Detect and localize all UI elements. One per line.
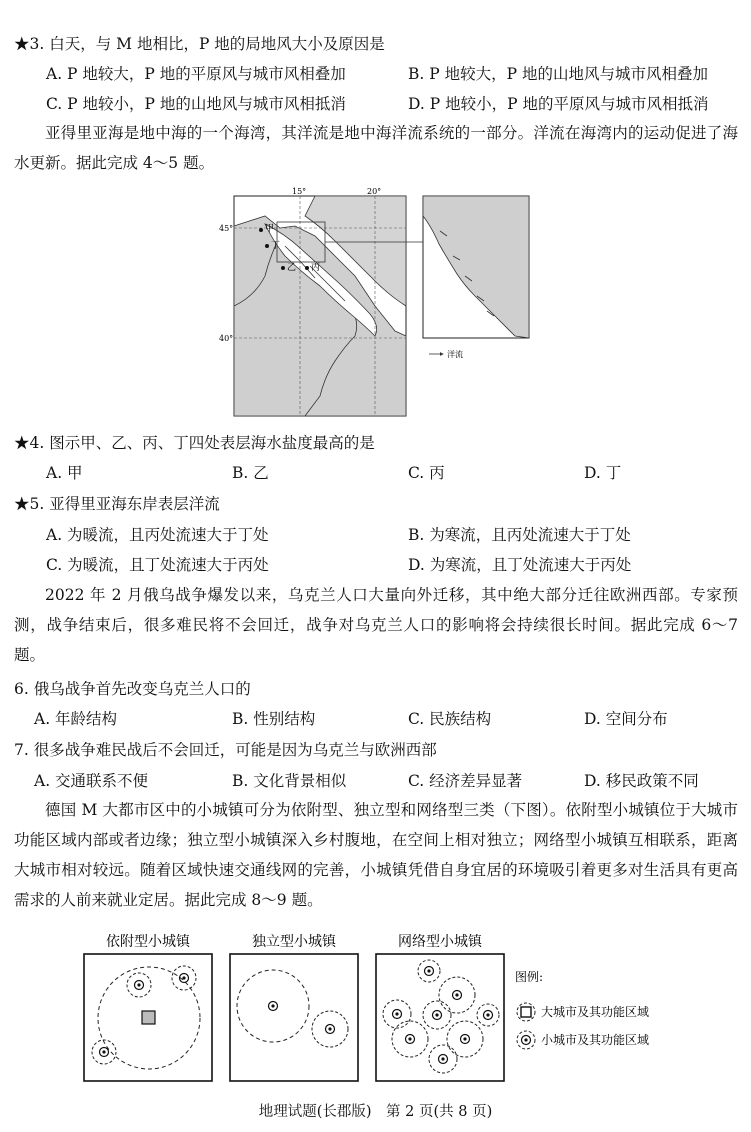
map-legend-label: 洋流 xyxy=(447,350,463,359)
lon-label-20: 20° xyxy=(367,187,382,196)
q6-option-c: C. 民族结构 xyxy=(408,710,492,728)
page-footer: 地理试题(长郡版) 第 2 页(共 8 页) xyxy=(258,1104,493,1120)
point-bing-label: 丙 xyxy=(311,263,321,273)
point-jia-marker xyxy=(259,228,263,232)
q5-option-c: C. 为暖流，且丁处流速大于丙处 xyxy=(46,556,269,574)
intro-6-7: 2022 年 2 月俄乌战争爆发以来，乌克兰人口大量向外迁移，其中绝大部分迁往欧洲西部。专家预测，战争结束后，很多难民将不会回迁，战争对乌克兰人口的影响将会持续很长时间。据此完成 6～7 题。 xyxy=(14,586,738,664)
q6-option-a: A. 年龄结构 xyxy=(34,710,118,728)
q5-option-b: B. 为寒流，且丙处流速大于丁处 xyxy=(408,526,631,544)
q3-option-d: D. P 地较小，P 地的平原风与城市风相抵消 xyxy=(408,95,709,113)
q4-option-b: B. 乙 xyxy=(232,464,269,482)
panel-title-network: 网络型小城镇 xyxy=(398,934,482,950)
point-ding-marker xyxy=(265,244,269,248)
legend-big-city-label: 大城市及其功能区域 xyxy=(541,1005,650,1019)
point-yi-label: 乙 xyxy=(287,263,297,273)
legend-title: 图例: xyxy=(515,970,544,984)
lat-label-40: 40° xyxy=(219,334,234,343)
point-bing-marker xyxy=(305,266,309,270)
q7-option-d: D. 移民政策不同 xyxy=(584,772,699,790)
panel-independent xyxy=(230,954,358,1081)
q4-option-d: D. 丁 xyxy=(584,464,622,482)
question-6-stem: 6. 俄乌战争首先改变乌克兰人口的 xyxy=(14,680,251,698)
legend-big-city-icon xyxy=(521,1007,531,1017)
point-ding-label: 丁 xyxy=(271,241,281,251)
question-3-stem: ★3. 白天，与 M 地相比，P 地的局地风大小及原因是 xyxy=(14,35,385,53)
question-7-stem: 7. 很多战争难民战后不会回迁，可能是因为乌克兰与欧洲西部 xyxy=(14,741,437,759)
point-jia-label: 甲 xyxy=(265,224,275,234)
adriatic-map xyxy=(219,186,545,420)
point-yi-marker xyxy=(281,266,285,270)
q4-option-a: A. 甲 xyxy=(46,464,83,482)
intro-4-5: 亚得里亚海是地中海的一个海湾，其洋流是地中海洋流系统的一部分。洋流在海湾内的运动促进了海水更新。据此完成 4～5 题。 xyxy=(14,124,738,172)
q5-option-a: A. 为暖流，且丙处流速大于丁处 xyxy=(46,526,269,544)
intro-8-9: 德国 M 大都市区中的小城镇可分为依附型、独立型和网络型三类（下图）。依附型小城镇位于大城市功能区域内部或者边缘；独立型小城镇深入乡村腹地，在空间上相对独立；网络型小城镇互相联系，距离大城市相对较远。随着区域快速交通线网的完善，小城镇凭借自身宜居的环境吸引着更多对生活具有更高需求的人前来就业定居。据此完成 8～9 题。 xyxy=(14,801,738,909)
lon-label-15: 15° xyxy=(292,187,307,196)
q4-option-c: C. 丙 xyxy=(408,464,445,482)
q3-option-b: B. P 地较大，P 地的山地风与城市风相叠加 xyxy=(408,65,708,83)
q7-option-b: B. 文化背景相似 xyxy=(232,772,347,790)
q5-option-d: D. 为寒流，且丁处流速大于丙处 xyxy=(408,556,632,574)
question-4-stem: ★4. 图示甲、乙、丙、丁四处表层海水盐度最高的是 xyxy=(14,434,375,452)
q3-option-c: C. P 地较小，P 地的山地风与城市风相抵消 xyxy=(46,95,346,113)
legend-small-city-icon xyxy=(522,1036,531,1045)
q7-option-c: C. 经济差异显著 xyxy=(408,772,523,790)
q6-option-d: D. 空间分布 xyxy=(584,710,668,728)
panel-title-dependent: 依附型小城镇 xyxy=(106,934,190,950)
lat-label-45: 45° xyxy=(219,224,234,233)
q6-option-b: B. 性别结构 xyxy=(232,710,316,728)
legend-small-city-label: 小城市及其功能区域 xyxy=(541,1033,650,1047)
q7-option-a: A. 交通联系不便 xyxy=(34,772,149,790)
panel-title-independent: 独立型小城镇 xyxy=(252,934,336,950)
town-type-diagram xyxy=(80,928,680,1088)
question-5-stem: ★5. 亚得里亚海东岸表层洋流 xyxy=(14,495,220,513)
q3-option-a: A. P 地较大，P 地的平原风与城市风相叠加 xyxy=(46,65,346,83)
